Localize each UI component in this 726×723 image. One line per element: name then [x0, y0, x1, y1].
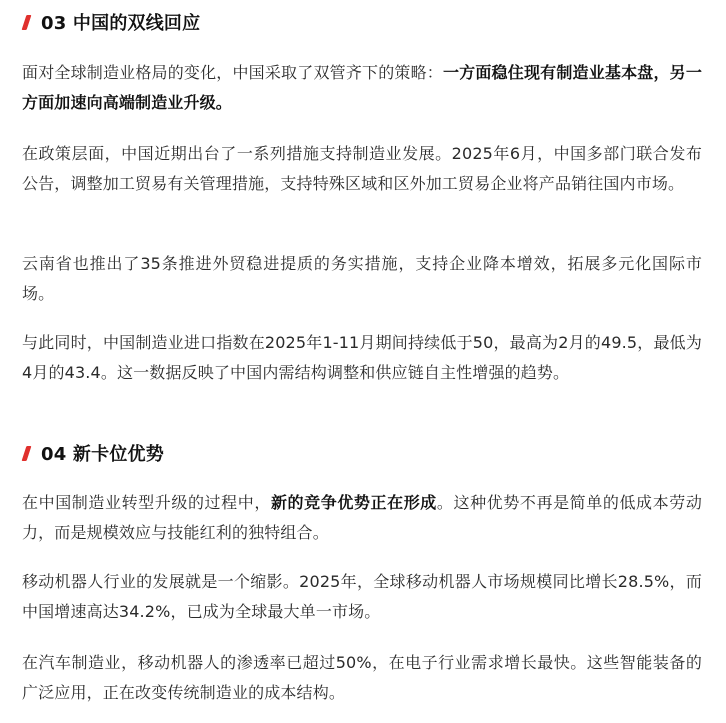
paragraph — [22, 488, 702, 548]
paragraph-text: 在汽车制造业，移动机器人的渗透率已超过50%，在电子行业需求增长最快。这些智能装备的广泛应用，正在改变传统制造业的成本结构。 — [22, 653, 702, 702]
section-title: 03 中国的双线回应 — [41, 13, 201, 34]
paragraph-text: 云南省也推出了35条推进外贸稳进提质的务实措施，支持企业降本增效，拓展多元化国际市场。 — [22, 254, 702, 303]
section-heading-04 — [20, 438, 164, 468]
paragraph-text: 与此同时，中国制造业进口指数在2025年1-11月期间持续低于50，最高为2月的49.5，最低为4月的43.4。这一数据反映了中国内需结构调整和供应链自主性增强的趋势。 — [22, 333, 702, 382]
red-slash-icon — [22, 446, 32, 461]
paragraph-text: 在政策层面，中国近期出台了一系列措施支持制造业发展。2025年6月，中国多部门联合发布公告，调整加工贸易有关管理措施，支持特殊区域和区外加工贸易企业将产品销往国内市场。 — [22, 144, 702, 193]
paragraph — [22, 139, 702, 199]
section-heading-03 — [20, 7, 200, 37]
paragraph-text: 。这种优势不再是简单的低成本劳动力，而是规模效应与技能红利的独特组合。 — [22, 493, 702, 542]
red-slash-icon — [22, 15, 32, 30]
paragraph-text: 在中国制造业转型升级的过程中， — [22, 493, 271, 512]
section-title: 04 新卡位优势 — [41, 444, 164, 465]
emphasis-text: 一方面稳住现有制造业基本盘，另一方面加速向高端制造业升级。 — [22, 63, 703, 112]
paragraph-text: 移动机器人行业的发展就是一个缩影。2025年，全球移动机器人市场规模同比增长28.5%，而中国增速高达34.2%，已成为全球最大单一市场。 — [22, 572, 702, 621]
paragraph-text: 面对全球制造业格局的变化，中国采取了双管齐下的策略： — [22, 63, 443, 82]
paragraph — [22, 567, 702, 627]
paragraph — [22, 58, 702, 118]
paragraph — [22, 249, 702, 309]
emphasis-text: 新的竞争优势正在形成 — [270, 493, 437, 512]
paragraph — [22, 328, 702, 388]
paragraph — [22, 648, 702, 708]
